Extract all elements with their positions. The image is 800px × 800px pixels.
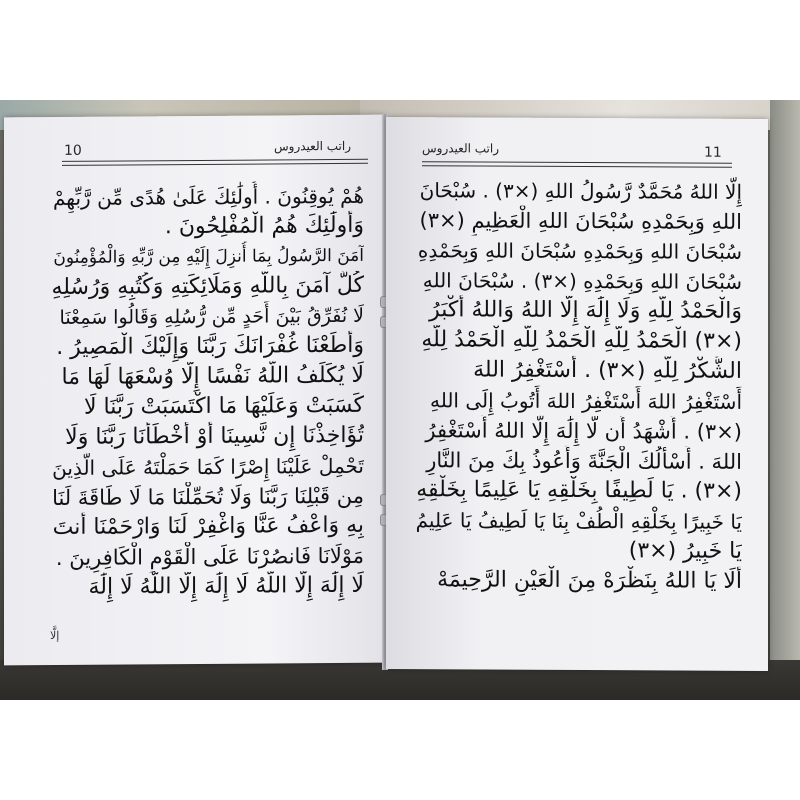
right-header-rule bbox=[422, 161, 732, 164]
text-line: اللهَ . أَسْأَلُكَ الْجَنَّةَ وَأَعُوذُ بِكَ مِنَ النَّارِ bbox=[426, 448, 742, 474]
text-line: تَحْمِلْ عَلَيْنَا إِصْرًا كَمَا حَمَلْتَهُ عَلَى الَّذِينَ bbox=[52, 453, 364, 480]
text-line: (×٣) . أَشْهَدُ أَن لَّا إِلَٰهَ إِلَّا اللهُ أَسْتَغْفِرُ bbox=[425, 418, 742, 444]
text-line: يَا خَبِيرًا بِخَلْقِهِ الْطُفْ بِنَا يَا لَطِيفُ يَا عَلِيمُ bbox=[416, 508, 742, 534]
left-page-number: 10 bbox=[64, 142, 82, 159]
text-line: لَا إِلَٰهَ إِلَّا اللَّهُ لَا إِلَٰهَ إِلَّا اللَّهُ لَا إِلَٰهَ bbox=[88, 572, 364, 600]
right-header-rule-thin bbox=[422, 165, 732, 168]
text-line: أَلَا يَا اللهُ بِنَظْرَهْ مِنَ الْعَيْنِ الرَّحِيمَهْ bbox=[437, 567, 742, 594]
right-page bbox=[386, 117, 768, 671]
text-line: الشُّكْرُ لِلَّهِ (×٣) . أَسْتَغْفِرُ اللهَ bbox=[473, 357, 742, 384]
text-line: وَالْحَمْدُ لِلَّهِ وَلَا إِلَٰهَ إِلَّا اللهُ وَاللهُ أَكْبَرُ bbox=[429, 297, 742, 324]
text-line: لَا نُفَرِّقُ بَيْنَ أَحَدٍ مِّن رُّسُلِهِ وَقَالُوا سَمِعْنَا bbox=[59, 304, 364, 329]
text-line: كَسَبَتْ وَعَلَيْهَا مَا اكْتَسَبَتْ رَبَّنَا لَا bbox=[83, 392, 364, 420]
text-line: بِهِ وَاعْفُ عَنَّا وَاغْفِرْ لَنَا وَارْحَمْنَا أَنتَ bbox=[52, 512, 364, 540]
text-line: مِن قَبْلِنَا رَبَّنَا وَلَا تُحَمِّلْنَا مَا لَا طَاقَةَ لَنَا bbox=[52, 483, 364, 510]
text-line: تُؤَاخِذْنَا إِن نَّسِينَا أَوْ أَخْطَأْنَا رَبَّنَا وَلَا bbox=[65, 422, 364, 450]
text-line: مَوْلَانَا فَانصُرْنَا عَلَى الْقَوْمِ الْكَافِرِينَ . bbox=[55, 543, 364, 570]
text-line: آمَنَ الرَّسُولُ بِمَا أُنزِلَ إِلَيْهِ مِن رَّبِّهِ وَالْمُؤْمِنُونَ bbox=[53, 245, 364, 268]
left-header-rule-thin bbox=[62, 163, 368, 166]
text-line: إِلَّا اللهُ مُحَمَّدٌ رَّسُولُ اللهِ (×٣) . سُبْحَانَ bbox=[419, 178, 742, 204]
right-page-number: 11 bbox=[704, 144, 722, 161]
left-page-text bbox=[46, 181, 364, 603]
text-line: يَا خَبِيرُ (×٣) bbox=[628, 538, 742, 564]
text-line: (×٣) الْحَمْدُ لِلَّهِ الْحَمْدُ لِلَّهِ الْحَمْدُ لِلَّهِ bbox=[421, 327, 742, 354]
text-line: وَأُولَٰئِكَ هُمُ الْمُفْلِحُونَ . bbox=[164, 212, 364, 240]
text-line: سُبْحَانَ اللهِ وَبِحَمْدِهِ (×٣) . سُبْحَانَ اللهِ bbox=[422, 268, 742, 294]
text-line: أَسْتَغْفِرُ اللهَ أَسْتَغْفِرُ اللهَ أَتُوبُ إِلَى اللهِ bbox=[429, 388, 742, 414]
text-line: لَا يُكَلِّفُ اللَّهُ نَفْسًا إِلَّا وُسْعَهَا لَهَا مَا bbox=[61, 362, 364, 390]
left-page-header-title: راتب العيدروس bbox=[274, 138, 352, 154]
left-header-rule bbox=[62, 159, 368, 162]
text-line: وَأَطَعْنَا غُفْرَانَكَ رَبَّنَا وَإِلَيْكَ الْمَصِيرُ . bbox=[56, 332, 364, 360]
text-line: سُبْحَانَ اللهِ وَبِحَمْدِهِ سُبْحَانَ اللهِ وَبِحَمْدِهِ bbox=[417, 238, 742, 264]
left-page bbox=[4, 115, 384, 666]
text-line: (×٣) . يَا لَطِيفًا بِخَلْقِهِ يَا عَلِيمًا بِخَلْقِهِ bbox=[416, 477, 742, 504]
right-page-header-title: راتب العيدروس bbox=[422, 141, 500, 156]
text-line: اللهِ وَبِحَمْدِهِ سُبْحَانَ اللهِ الْعَظِيمِ (×٣) bbox=[419, 208, 742, 234]
catchword: إلَّا bbox=[50, 628, 60, 643]
book-photo bbox=[0, 100, 800, 700]
text-line: هُمْ يُوقِنُونَ . أُولَٰئِكَ عَلَىٰ هُدًى مِّن رَّبِّهِمْ bbox=[52, 183, 364, 210]
right-page-text bbox=[416, 175, 742, 597]
text-line: كُلٌّ آمَنَ بِاللَّهِ وَمَلَائِكَتِهِ وَكُتُبِهِ وَرُسُلِهِ bbox=[51, 272, 364, 300]
background-right-edge bbox=[770, 100, 800, 700]
